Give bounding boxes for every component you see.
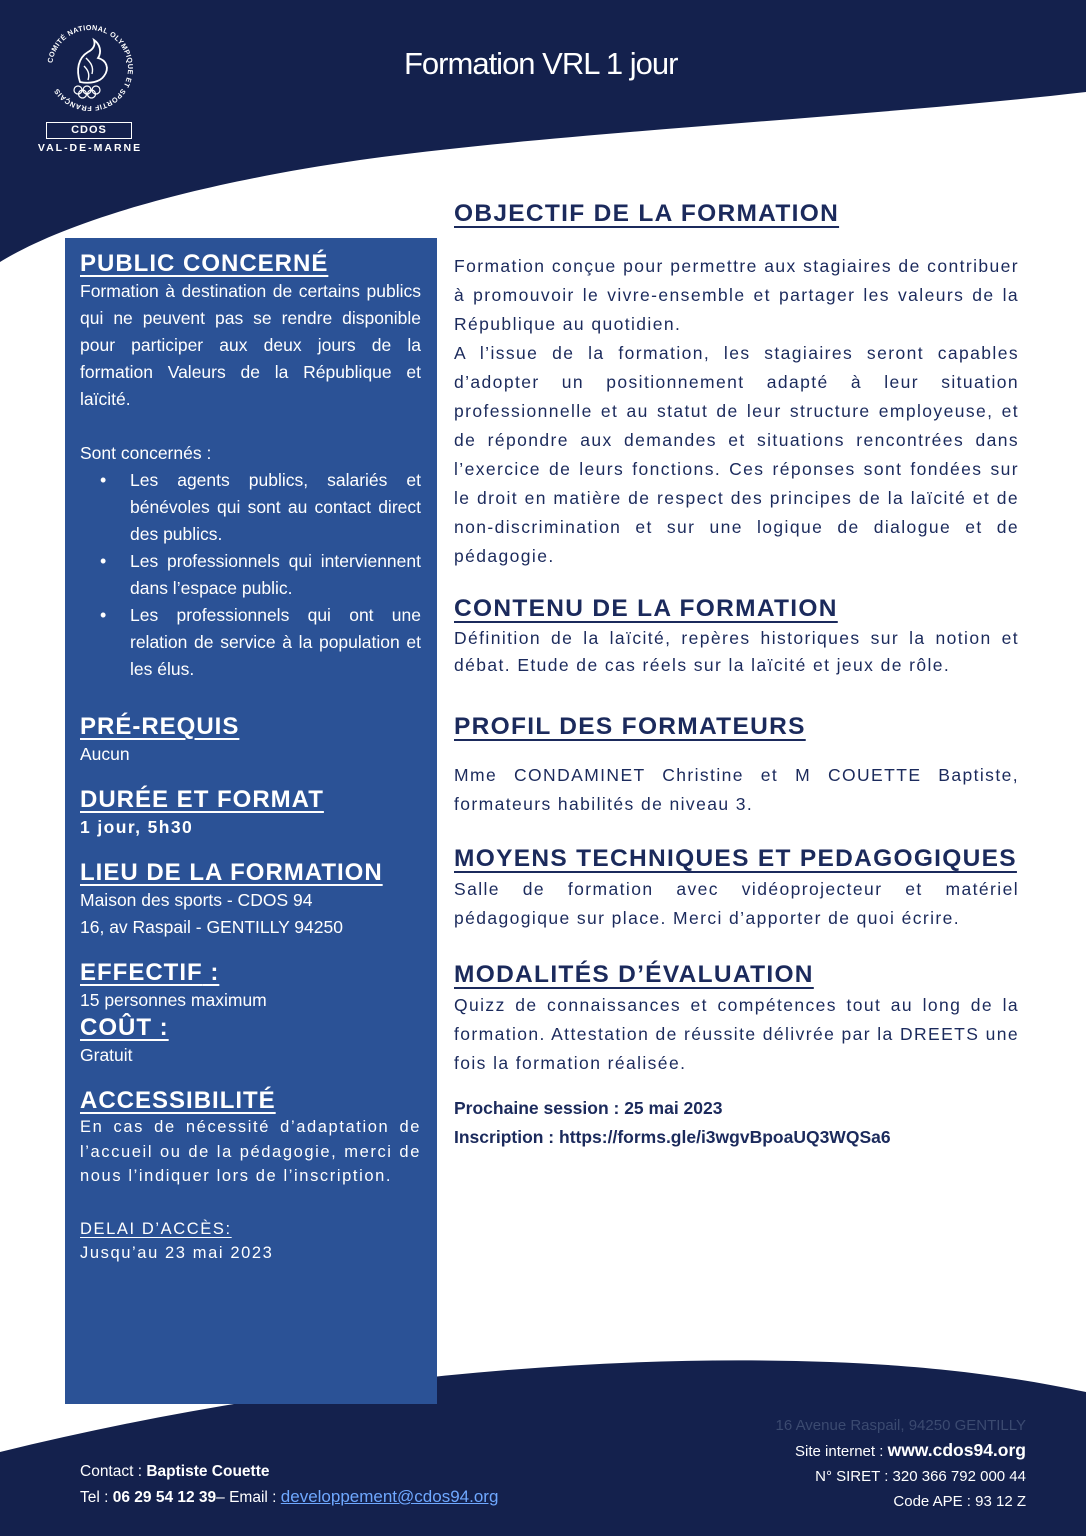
prereq-heading: PRÉ-REQUIS: [80, 713, 240, 740]
objectif-p1: Formation conçue pour permettre aux stagiaires de contribuer à promouvoir le vivre-ensemble et partager les valeurs de la République au quotidien.: [454, 256, 1019, 334]
lieu-line2: 16, av Raspail - GENTILLY 94250: [80, 917, 343, 937]
tel-line: [80, 1484, 498, 1510]
logo-cdos-box: CDOS: [46, 122, 132, 139]
lieu-heading: LIEU DE LA FORMATION: [80, 859, 383, 886]
tel-label: Tel :: [80, 1489, 113, 1506]
public-list: [80, 467, 421, 683]
session-text: Prochaine session : 25 mai 2023: [454, 1098, 723, 1118]
cout-text: Gratuit: [80, 1045, 133, 1065]
moyens-text: Salle de formation avec vidéoprojecteur et matériel pédagogique sur place. Merci d’apporter de quoi écrire.: [454, 879, 1019, 928]
svg-text:COMITÉ NATIONAL OLYMPIQUE ET S: [45, 23, 135, 113]
cout-heading-label: COÛT: [80, 1014, 152, 1041]
document-title: Formation VRL 1 jour: [404, 46, 678, 81]
logo-ring-text: COMITÉ NATIONAL OLYMPIQUE ET SPORTIF FRANÇAIS: [45, 22, 136, 114]
effectif-heading-label: EFFECTIF: [80, 959, 203, 986]
public-sub: Sont concernés :: [80, 443, 212, 463]
footer-company-info: [776, 1413, 1026, 1514]
contenu-text: Définition de la laïcité, repères historiques sur la notion et débat. Etude de cas réels sur la laïcité et jeux de rôle.: [454, 628, 1019, 675]
effectif-text: 15 personnes maximum: [80, 990, 267, 1010]
left-info-panel: [65, 238, 437, 1404]
profil-text: Mme CONDAMINET Christine et M COUETTE Baptiste, formateurs habilités de niveau 3.: [454, 765, 1019, 814]
site-link[interactable]: www.cdos94.org: [887, 1440, 1026, 1460]
public-heading: PUBLIC CONCERNÉ: [80, 250, 329, 277]
moyens-heading: MOYENS TECHNIQUES ET PEDAGOGIQUES: [454, 845, 1017, 872]
footer-ape: Code APE : 93 12 Z: [893, 1493, 1026, 1510]
footer-address: 16 Avenue Raspail, 94250 GENTILLY: [775, 1417, 1026, 1434]
email-label: – Email :: [216, 1489, 281, 1506]
lieu-line1: Maison des sports - CDOS 94: [80, 890, 313, 910]
list-item: • Les professionnels qui ont une relation de service à la population et les élus.: [130, 602, 421, 683]
tel-number: 06 29 54 12 39: [112, 1489, 217, 1506]
cout-heading: [80, 1014, 421, 1042]
footer-siret: N° SIRET : 320 366 792 000 44: [815, 1468, 1026, 1485]
footer-contact: [80, 1459, 498, 1510]
modalites-text: Quizz de connaissances et compétences tout au long de la formation. Attestation de réussite délivrée par la DREETS une fois la formation réalisée.: [454, 995, 1019, 1073]
contact-line: [80, 1459, 498, 1484]
cout-heading-colon: :: [152, 1014, 169, 1041]
contact-label: Contact :: [80, 1463, 147, 1480]
list-item: • Les agents publics, salariés et bénévoles qui sont au contact direct des publics.: [130, 467, 421, 548]
effectif-heading-colon: :: [202, 959, 220, 986]
objectif-p2: A l’issue de la formation, les stagiaires seront capables d’adopter un positionnement adapté à leur situation professionnelle et au statut de leur structure employeuse, et de répondre aux demandes et situations rencontrées dans l’exercice de leurs fonctions. Ces réponses sont fondées sur le droit en matière de respect des principes de la laïcité et de non-discrimination et sur une logique de dialogue et de pédagogie.: [454, 343, 1019, 566]
contact-name: Baptiste Couette: [146, 1463, 270, 1480]
cdos-logo: [37, 18, 168, 158]
objectif-heading: OBJECTIF DE LA FORMATION: [454, 200, 840, 227]
access-heading: ACCESSIBILITÉ: [80, 1087, 276, 1114]
right-column: [454, 200, 1019, 1152]
footer-site-line: [776, 1438, 1026, 1464]
delai-heading: DELAI D’ACCÈS:: [80, 1219, 232, 1238]
contenu-heading: CONTENU DE LA FORMATION: [454, 595, 838, 622]
olympic-committee-emblem-icon: [40, 18, 140, 118]
site-label: Site internet :: [795, 1443, 888, 1460]
prereq-text: Aucun: [80, 744, 130, 764]
email-link[interactable]: developpement@cdos94.org: [280, 1487, 499, 1506]
effectif-heading: [80, 959, 421, 987]
duree-heading: DURÉE ET FORMAT: [80, 786, 324, 813]
logo-subtitle: VAL-DE-MARNE: [37, 142, 143, 154]
delai-text: Jusqu’au 23 mai 2023: [80, 1244, 274, 1262]
access-text: En cas de nécessité d’adaptation de l’accueil ou de la pédagogie, merci de nous l’indiquer lors de l’inscription.: [80, 1118, 421, 1185]
inscription-link[interactable]: Inscription : https://forms.gle/i3wgvBpoaUQ3WQSa6: [454, 1127, 891, 1147]
profil-heading: PROFIL DES FORMATEURS: [454, 713, 806, 740]
duree-text: 1 jour, 5h30: [80, 817, 194, 837]
modalites-heading: MODALITÉS D’ÉVALUATION: [454, 961, 814, 988]
public-intro: Formation à destination de certains publics qui ne peuvent pas se rendre disponible pour participer aux deux jours de la formation Valeurs de la République et laïcité.: [80, 281, 421, 409]
list-item: • Les professionnels qui interviennent dans l’espace public.: [130, 548, 421, 602]
